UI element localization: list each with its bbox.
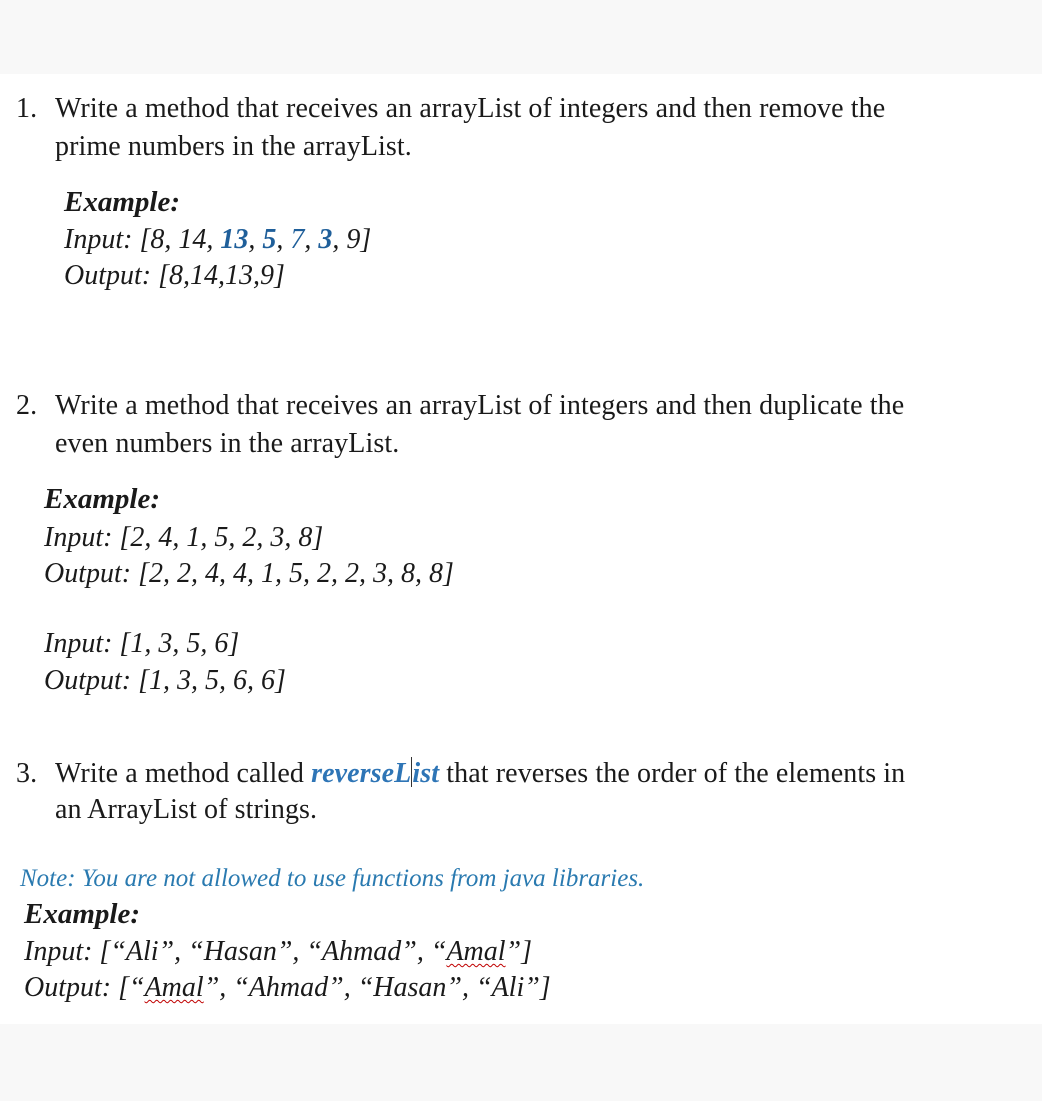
- q2-example-input-2: Input: [1, 3, 5, 6]: [44, 628, 240, 659]
- q2-text-line2: even numbers in the arrayList.: [55, 428, 400, 459]
- q1-prime-5: 5: [262, 224, 277, 255]
- q2-text-line1: Write a method that receives an arrayList of integers and then duplicate the: [55, 390, 905, 421]
- q3-example-output: [24, 970, 551, 1006]
- q3-output-after: ”, “Ahmad”, “Hasan”, “Ali”]: [203, 972, 551, 1003]
- q3-number: 3.: [16, 758, 38, 789]
- q3-example-label: Example:: [24, 898, 140, 930]
- q3-example-input: [24, 934, 532, 970]
- q3-text-before: Write a method called: [55, 758, 312, 789]
- q1-prime-13: 13: [220, 224, 249, 255]
- q2-example-label: Example:: [44, 483, 160, 515]
- method-name-reverselist: [311, 758, 439, 789]
- q3-output-before: Output: [“: [24, 972, 145, 1003]
- q2-example-input-1: Input: [2, 4, 1, 5, 2, 3, 8]: [44, 522, 324, 553]
- q2-example-output-1: Output: [2, 2, 4, 4, 1, 5, 2, 2, 3, 8, 8]: [44, 558, 454, 589]
- q3-text-after: that reverses the order of the elements in: [439, 758, 906, 789]
- q3-text-line2: an ArrayList of strings.: [55, 794, 318, 825]
- q2-example-output-2: Output: [1, 3, 5, 6, 6]: [44, 665, 286, 696]
- q1-sep: ,: [276, 224, 291, 255]
- q1-input-label: Input:: [64, 224, 140, 255]
- q3-text-line1: [55, 755, 905, 793]
- q1-text-line1: Write a method that receives an arrayList of integers and then remove the: [55, 93, 886, 124]
- q1-sep: ,: [304, 224, 319, 255]
- q1-example-label: Example:: [64, 186, 180, 218]
- q1-sep: ,: [248, 224, 263, 255]
- q1-input-open: [8, 14,: [139, 224, 221, 255]
- q1-prime-3: 3: [318, 224, 333, 255]
- q1-example-output: Output: [8,14,13,9]: [64, 260, 285, 291]
- q1-example-input: [64, 222, 371, 258]
- q3-note: Note: You are not allowed to use functions from java libraries.: [20, 865, 645, 892]
- q3-input-amal: Amal: [446, 936, 506, 967]
- method-name-part1: reverseL: [311, 758, 412, 789]
- q2-number: 2.: [16, 390, 38, 421]
- q1-number: 1.: [16, 93, 38, 124]
- q1-input-close: , 9]: [332, 224, 372, 255]
- q1-text-line2: prime numbers in the arrayList.: [55, 131, 412, 162]
- q3-output-amal: Amal: [144, 972, 204, 1003]
- method-name-part2: ist: [412, 758, 440, 789]
- q3-input-before: Input: [“Ali”, “Hasan”, “Ahmad”, “: [24, 936, 447, 967]
- q1-prime-7: 7: [290, 224, 305, 255]
- q3-input-after: ”]: [505, 936, 533, 967]
